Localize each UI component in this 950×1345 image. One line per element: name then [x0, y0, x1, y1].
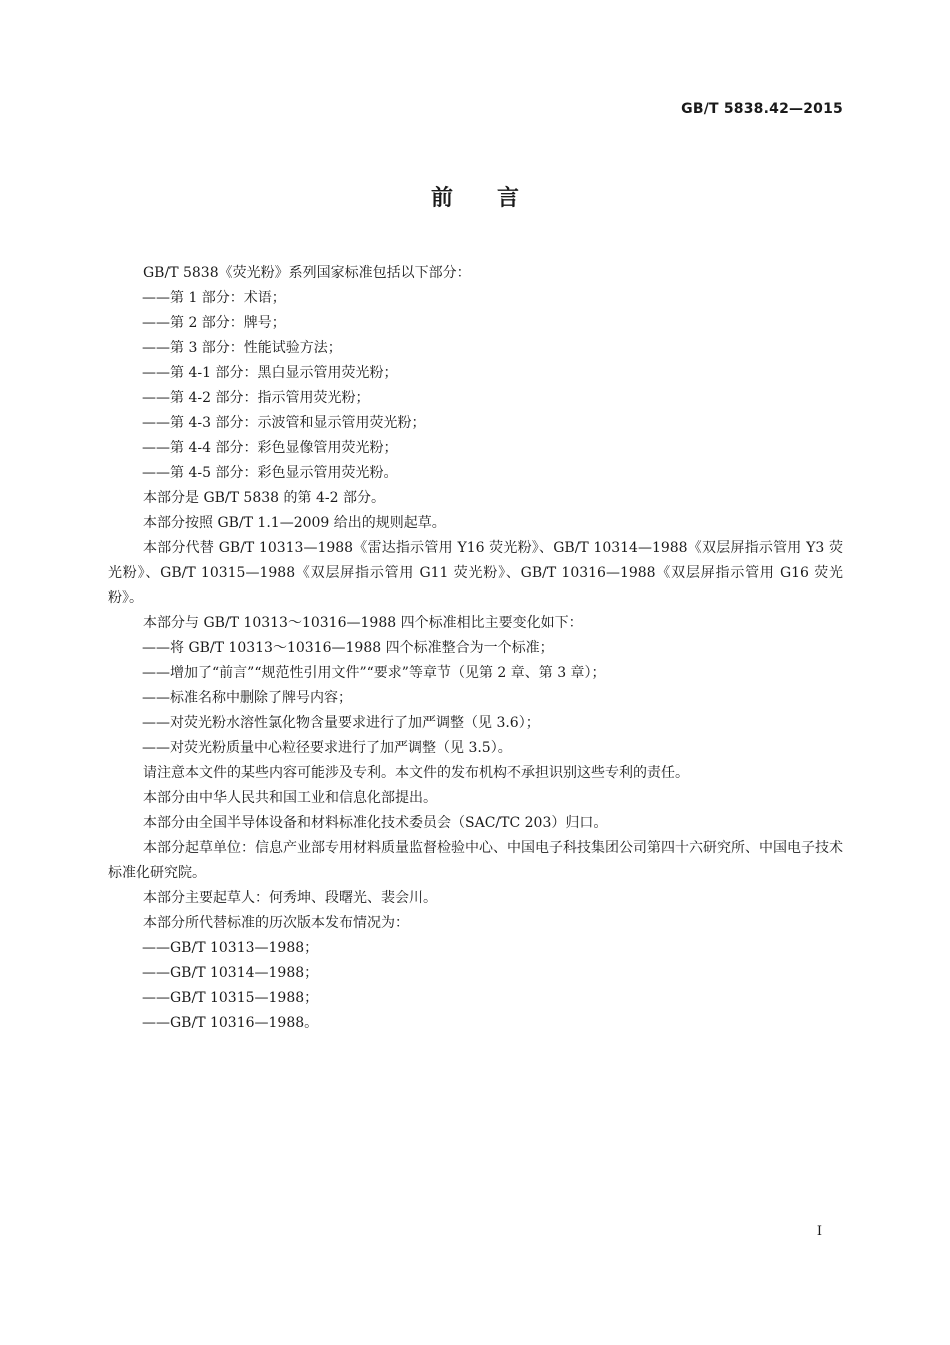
paragraph: 本部分起草单位：信息产业部专用材料质量监督检验中心、中国电子科技集团公司第四十六研究所、中国电子技术标准化研究院。 [108, 840, 843, 881]
list-item: ——对荧光粉水溶性氯化物含量要求进行了加严调整（见 3.6）； [142, 715, 540, 731]
foreword-body [108, 261, 843, 1036]
paragraph: 本部分是 GB/T 5838 的第 4-2 部分。 [143, 490, 385, 506]
paragraph: 本部分与 GB/T 10313～10316—1988 四个标准相比主要变化如下： [143, 615, 583, 631]
paragraph: 本部分主要起草人：何秀坤、段曙光、裴会川。 [143, 890, 437, 906]
paragraph: 本部分按照 GB/T 1.1—2009 给出的规则起草。 [143, 515, 446, 531]
page-title: 前言 [430, 186, 563, 211]
paragraph: 本部分代替 GB/T 10313—1988《雷达指示管用 Y16 荧光粉》、GB/T 10314—1988《双层屏指示管用 Y3 荧光粉》、GB/T 10315—1988《双层屏指示管用 G11 荧光粉》、GB/T 10316—1988《双层屏指示管用 G16 荧光粉》。 [108, 540, 843, 606]
page-number: I [816, 1224, 822, 1239]
list-item: ——GB/T 10315—1988； [142, 990, 319, 1006]
list-item: ——对荧光粉质量中心粒径要求进行了加严调整（见 3.5）。 [142, 740, 512, 756]
list-item: ——第 4-3 部分：示波管和显示管用荧光粉； [142, 415, 426, 431]
list-item: ——第 4-4 部分：彩色显像管用荧光粉； [142, 440, 398, 456]
list-item: ——第 4-2 部分：指示管用荧光粉； [142, 390, 370, 406]
paragraph: 请注意本文件的某些内容可能涉及专利。本文件的发布机构不承担识别这些专利的责任。 [143, 765, 689, 781]
list-item: ——GB/T 10314—1988； [142, 965, 319, 981]
paragraph: 本部分所代替标准的历次版本发布情况为： [143, 915, 409, 931]
list-item: ——第 2 部分：牌号； [142, 315, 286, 331]
paragraph: GB/T 5838《荧光粉》系列国家标准包括以下部分： [143, 265, 471, 281]
paragraph: 本部分由中华人民共和国工业和信息化部提出。 [143, 790, 437, 806]
list-item: ——增加了“前言”“规范性引用文件”“要求”等章节（见第 2 章、第 3 章）； [142, 665, 606, 681]
list-item: ——第 4-5 部分：彩色显示管用荧光粉。 [142, 465, 398, 481]
list-item: ——将 GB/T 10313～10316—1988 四个标准整合为一个标准； [142, 640, 554, 656]
list-item: ——第 1 部分：术语； [142, 290, 286, 306]
list-item: ——第 4-1 部分：黑白显示管用荧光粉； [142, 365, 398, 381]
list-item: ——GB/T 10313—1988； [142, 940, 319, 956]
paragraph: 本部分由全国半导体设备和材料标准化技术委员会（SAC/TC 203）归口。 [143, 815, 608, 831]
standard-code: GB/T 5838.42—2015 [681, 101, 843, 117]
list-item: ——标准名称中删除了牌号内容； [142, 690, 352, 706]
list-item: ——GB/T 10316—1988。 [142, 1015, 319, 1031]
list-item: ——第 3 部分：性能试验方法； [142, 340, 342, 356]
